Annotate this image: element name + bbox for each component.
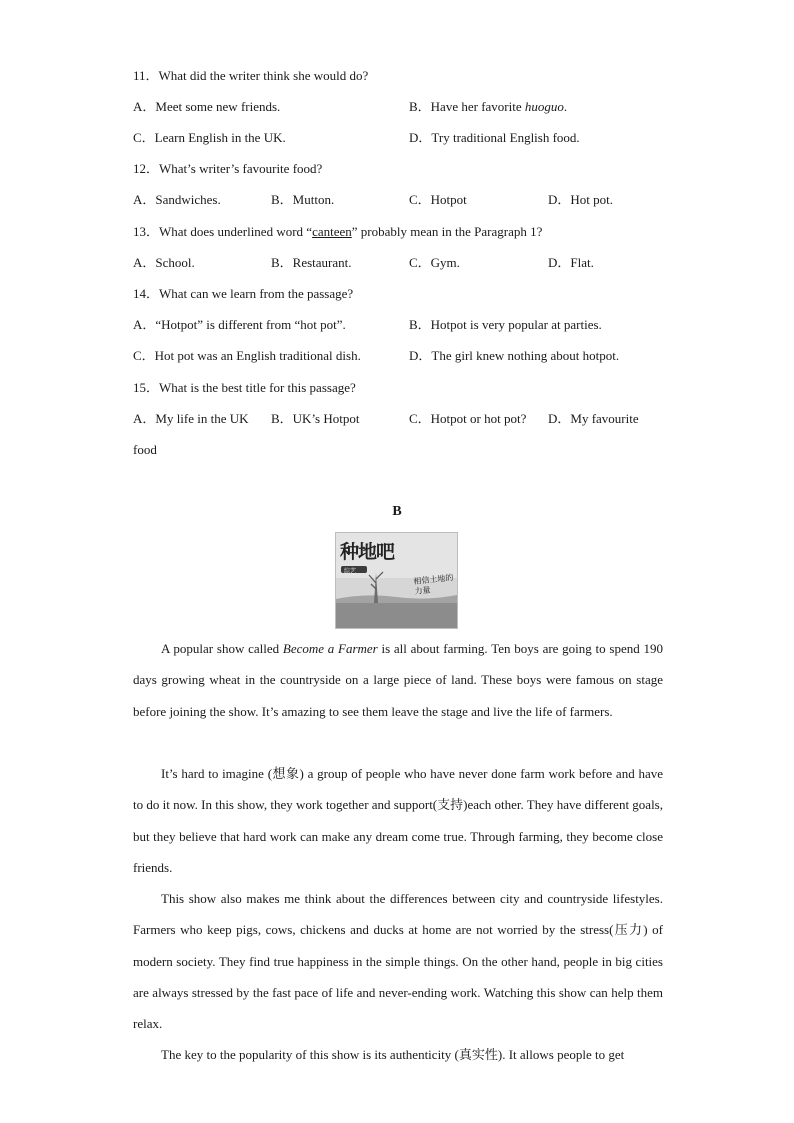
question-13-stem: 13．What does underlined word “canteen” probably mean in the Paragraph 1?: [133, 224, 543, 239]
q15-option-c: C．Hotpot or hot pot?: [409, 411, 527, 426]
poster-title: 种地吧: [340, 541, 395, 563]
passage-paragraph-2: It’s hard to imagine (想象) a group of people who have never done farm work before and have to do it now. In this show, they work together and support(支持)each other. They have different goals, but they believe that hard work can make any dream come true. Through farming, they become close friends.: [133, 766, 663, 875]
q14-option-b: B．Hotpot is very popular at parties.: [409, 317, 602, 332]
q15-option-d: D．My favourite: [548, 411, 639, 426]
q13-option-a: A．School.: [133, 255, 195, 270]
show-poster-image: [335, 532, 458, 629]
passage-paragraph-4: The key to the popularity of this show is its authenticity (真实性). It allows people to get: [161, 1047, 625, 1062]
underlined-word: canteen: [312, 224, 352, 239]
passage-paragraph-3: This show also makes me think about the differences between city and countryside lifestyles. Farmers who keep pigs, cows, chickens and ducks at home are not worried by the stress(压力) of modern society. They find true happiness in the simple things. On the other hand, people in big cities are always stressed by the fast pace of life and never-ending work. Watching this show can help them relax.: [133, 891, 663, 1032]
poster-tag: 综艺: [344, 568, 357, 575]
q12-option-a: A．Sandwiches.: [133, 192, 221, 207]
passage-paragraph-1: A popular show called Become a Farmer is all about farming. Ten boys are going to spend 190 days growing wheat in the countryside on a large piece of land. These boys were famous on stage before joining the show. It’s amazing to see them leave the stage and live the life of farmers.: [133, 641, 663, 719]
q14-option-a: A．“Hotpot” is different from “hot pot”.: [133, 317, 346, 332]
q12-option-d: D．Hot pot.: [548, 192, 614, 207]
q11-option-a: A．Meet some new friends.: [133, 99, 281, 114]
show-title: Become a Farmer: [282, 641, 378, 656]
q11-option-c: C．Learn English in the UK.: [133, 130, 286, 145]
q13-option-d: D．Flat.: [548, 255, 594, 270]
q14-option-c: C．Hot pot was an English traditional dish.: [133, 348, 361, 363]
question-12-stem: 12．What’s writer’s favourite food?: [133, 161, 323, 176]
q12-option-b: B．Mutton.: [271, 192, 335, 207]
q11-option-b: B．Have her favorite huoguo.: [409, 99, 568, 114]
poster-slogan: 相信土地的力量: [413, 572, 454, 597]
q15-option-b: B．UK’s Hotpot: [271, 411, 360, 426]
q15-option-d-wrap: food: [133, 442, 157, 457]
q14-option-d: D．The girl knew nothing about hotpot.: [409, 348, 620, 363]
q13-option-b: B．Restaurant.: [271, 255, 352, 270]
section-heading: B: [392, 504, 402, 519]
question-11-stem: 11．What did the writer think she would do?: [133, 68, 369, 83]
q15-option-a: A．My life in the UK: [133, 411, 249, 426]
q13-option-c: C．Gym.: [409, 255, 460, 270]
question-14-stem: 14．What can we learn from the passage?: [133, 286, 354, 301]
q11-option-d: D．Try traditional English food.: [409, 130, 580, 145]
q12-option-c: C．Hotpot: [409, 192, 467, 207]
question-15-stem: 15．What is the best title for this passage?: [133, 380, 356, 395]
